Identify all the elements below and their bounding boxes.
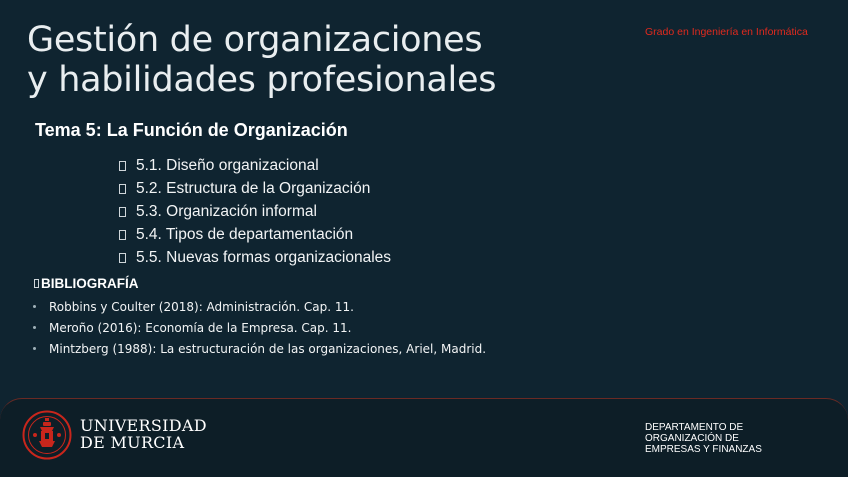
checkbox-square-icon bbox=[119, 207, 126, 217]
department-line-3: EMPRESAS Y FINANZAS bbox=[645, 444, 762, 455]
topic-subtitle: Tema 5: La Función de Organización bbox=[35, 120, 348, 140]
list-item bbox=[117, 246, 391, 269]
checkbox-square-icon bbox=[34, 279, 39, 288]
university-seal-icon bbox=[22, 410, 72, 460]
topic-label: 5.3. Organización informal bbox=[136, 202, 317, 220]
topic-list bbox=[117, 154, 391, 269]
topic-label: 5.4. Tipos de departamentación bbox=[136, 225, 354, 243]
list-item bbox=[33, 317, 486, 338]
reference-text: Mintzberg (1988): La estructuración de las organizaciones, Ariel, Madrid. bbox=[49, 341, 487, 356]
list-item bbox=[117, 177, 391, 200]
university-line-2: DE MURCIA bbox=[80, 433, 185, 452]
bibliography-heading bbox=[34, 276, 139, 291]
dot-icon bbox=[33, 305, 36, 308]
slide-title bbox=[27, 20, 496, 100]
checkbox-square-icon bbox=[119, 253, 126, 263]
list-item bbox=[33, 338, 486, 359]
checkbox-square-icon bbox=[119, 184, 126, 194]
university-line-1: UNIVERSIDAD bbox=[80, 416, 207, 435]
list-item bbox=[117, 200, 391, 223]
list-item bbox=[33, 296, 486, 317]
university-name bbox=[80, 417, 207, 451]
topic-label: 5.1. Diseño organizacional bbox=[136, 156, 319, 174]
dot-icon bbox=[33, 347, 36, 350]
checkbox-square-icon bbox=[119, 161, 126, 171]
reference-text: Robbins y Coulter (2018): Administración. Cap. 11. bbox=[49, 299, 354, 314]
department-line-2: ORGANIZACIÓN DE bbox=[645, 433, 739, 444]
dot-icon bbox=[33, 326, 36, 329]
title-line-2: y habilidades profesionales bbox=[27, 60, 497, 100]
degree-label: Grado en Ingeniería en Informática bbox=[645, 26, 808, 38]
department-line-1: DEPARTAMENTO DE bbox=[645, 422, 744, 433]
topic-label: 5.5. Nuevas formas organizacionales bbox=[136, 248, 392, 266]
title-line-1: Gestión de organizaciones bbox=[27, 20, 483, 60]
department-name bbox=[645, 422, 762, 455]
topic-label: 5.2. Estructura de la Organización bbox=[136, 179, 371, 197]
list-item bbox=[117, 223, 391, 246]
bibliography-heading-text: BIBLIOGRAFÍA bbox=[41, 276, 139, 291]
reference-list bbox=[33, 296, 486, 359]
checkbox-square-icon bbox=[119, 230, 126, 240]
list-item bbox=[117, 154, 391, 177]
reference-text: Meroño (2016): Economía de la Empresa. Cap. 11. bbox=[49, 320, 352, 335]
